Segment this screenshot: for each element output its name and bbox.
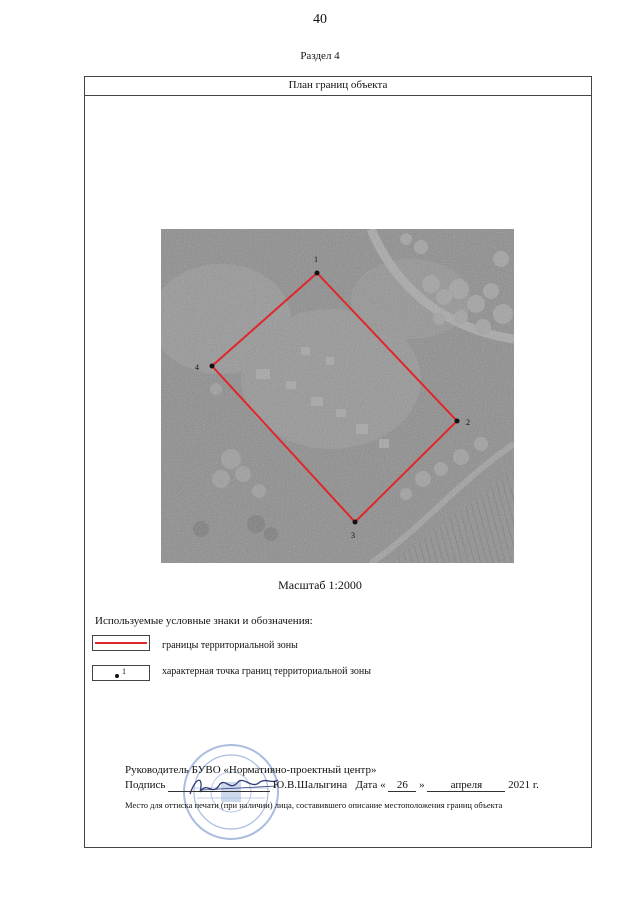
red-line-icon [95,642,147,644]
signature-line [168,779,270,792]
point-label-1: 1 [314,255,318,264]
aerial-map [161,229,514,563]
date-quote-close: » [419,779,425,791]
signer-name: Ю.В.Шалыгина [272,779,348,791]
page-number: 40 [313,12,327,27]
date-day: 26 [388,779,416,792]
legend-boundary-symbol [92,635,150,651]
section-label: Раздел 4 [300,50,340,62]
legend-boundary-label: границы территориальной зоны [162,640,298,651]
legend-point-number: 1 [122,667,126,676]
plan-title: План границ объекта [85,77,591,96]
stamp-place-caption: Место для оттиска печати (при наличии) лица, составившего описание местоположения границ объекта [125,800,503,810]
map-background [161,229,514,563]
point-label-2: 2 [466,418,470,427]
signature-row [125,779,539,792]
map-scale: Масштаб 1:2000 [278,578,362,592]
date-month: апреля [427,779,505,792]
legend-point-label: характерная точка границ территориальной зоны [162,666,371,677]
legend-heading: Используемые условные знаки и обозначения: [95,615,313,627]
point-label-3: 3 [351,531,355,540]
legend-point-symbol [92,665,150,681]
director-line: Руководитель БУВО «Нормативно-проектный центр» [125,764,377,776]
date-label: Дата « [355,779,386,791]
date-year: 2021 г. [508,779,539,791]
point-label-4: 4 [195,363,199,372]
point-dot-icon [115,674,119,678]
signature-label: Подпись [125,779,166,791]
